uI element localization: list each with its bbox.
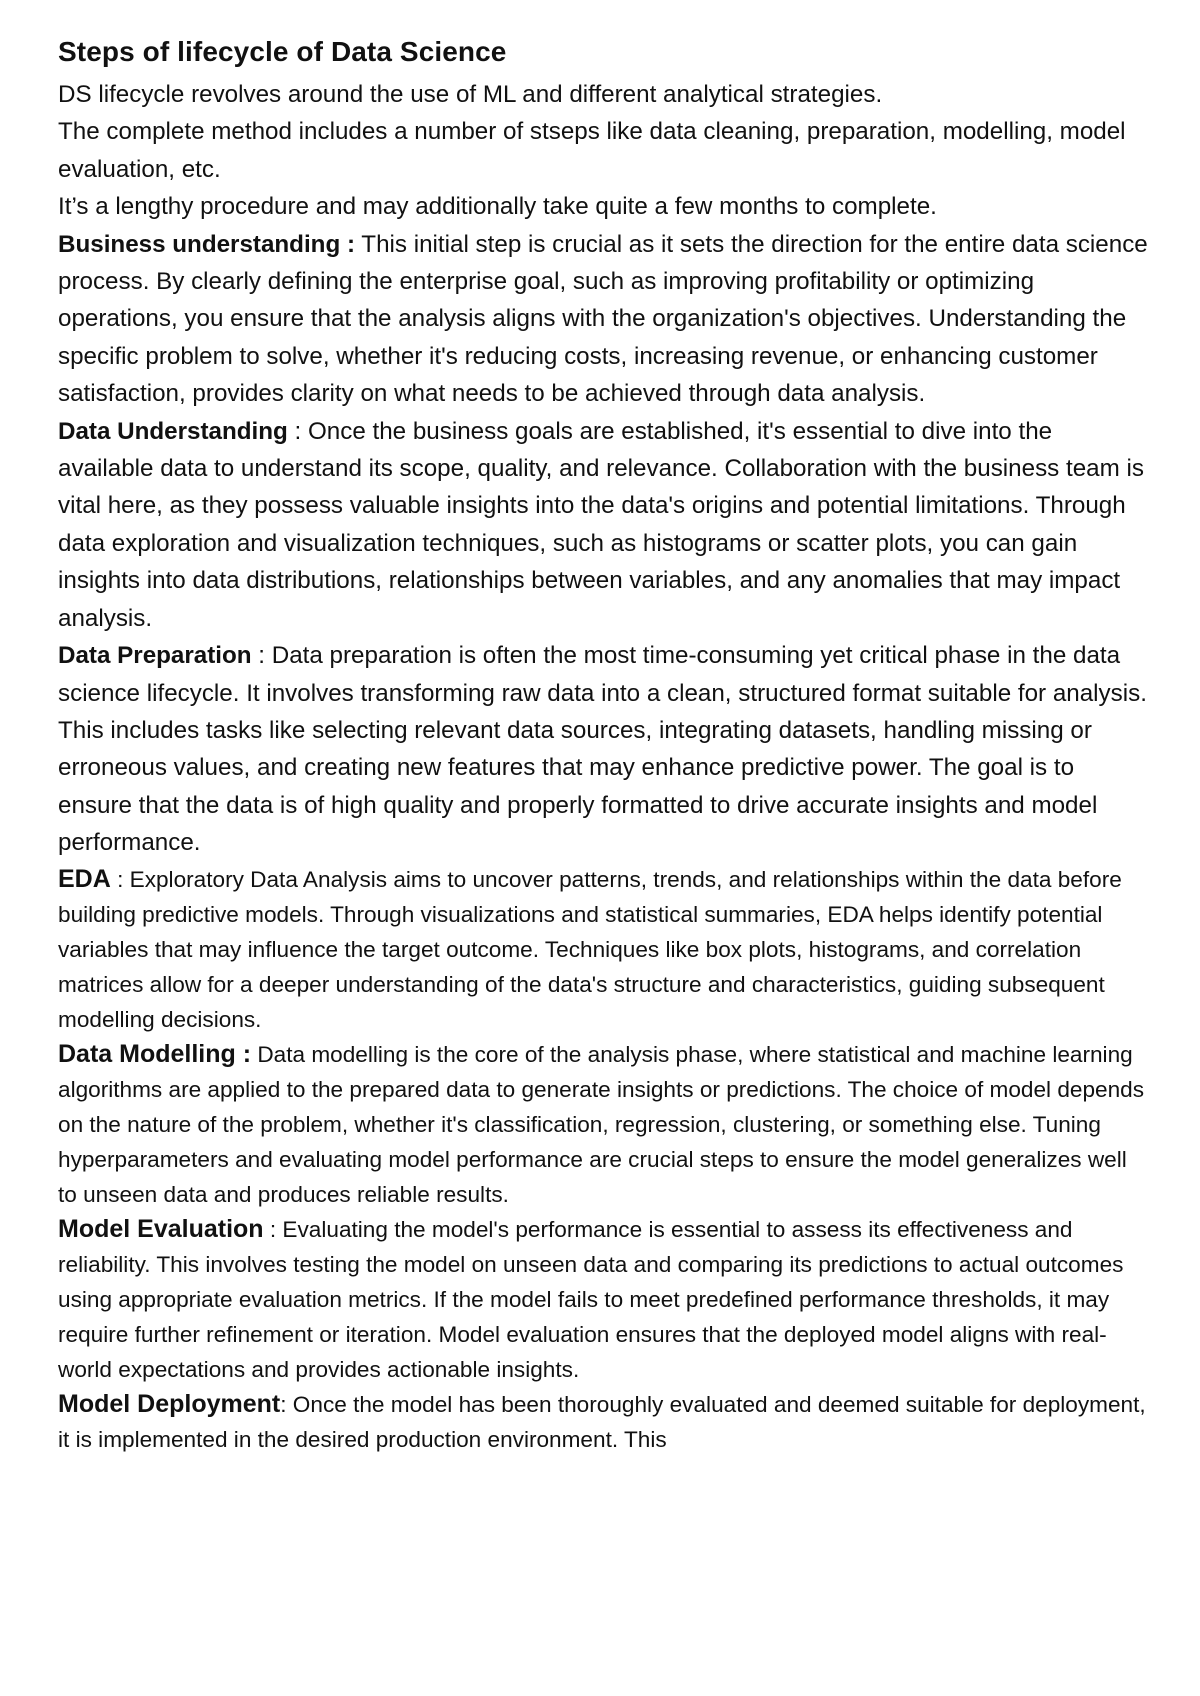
section-model-evaluation xyxy=(58,1212,1148,1387)
section-data-modelling xyxy=(58,1037,1148,1212)
section-data-preparation xyxy=(58,637,1148,861)
section-data-understanding xyxy=(58,413,1148,637)
section-body: : Once the model has been thoroughly evaluated and deemed suitable for deployment, it is implemented in the desired production environment. This xyxy=(58,1391,1146,1452)
section-body: Data modelling is the core of the analysis phase, where statistical and machine learning algorithms are applied to the prepared data to generate insights or predictions. The choice of model depends on the nature of the problem, whether it's classification, regression, clustering, or something else. Tuning hyperparameters and evaluating model performance are crucial steps to ensure the model generalizes well to unseen data and produces reliable results. xyxy=(58,1041,1145,1207)
section-body: : Data preparation is often the most time-consuming yet critical phase in the data science lifecycle. It involves transforming raw data into a clean, structured format suitable for analysis. This includes tasks like selecting relevant data sources, integrating datasets, handling missing or erroneous values, and creating new features that may enhance predictive power. The goal is to ensure that the data is of high quality and properly formatted to drive accurate insights and model performance. xyxy=(58,642,1147,857)
section-body: This initial step is crucial as it sets the direction for the entire data science process. By clearly defining the enterprise goal, such as improving profitability or optimizing operations, you ensure that the analysis aligns with the organization's objectives. Understanding the specific problem to solve, whether it's reducing costs, increasing revenue, or enhancing customer satisfaction, provides clarity on what needs to be achieved through data analysis. xyxy=(58,230,1148,408)
section-heading: Data Preparation xyxy=(58,642,252,670)
section-body: : Exploratory Data Analysis aims to uncover patterns, trends, and relationships within the data before building predictive models. Through visualizations and statistical summaries, EDA helps identify potential variables that may influence the target outcome. Techniques like box plots, histograms, and correlation matrices allow for a deeper understanding of the data's structure and characteristics, guiding subsequent modelling decisions. xyxy=(58,866,1122,1032)
intro-paragraph: It’s a lengthy procedure and may additionally take quite a few months to complete. xyxy=(58,193,937,221)
section-heading: Business understanding : xyxy=(58,230,356,258)
intro-paragraph: DS lifecycle revolves around the use of ML and different analytical strategies. xyxy=(58,81,883,108)
section-heading: Model Evaluation xyxy=(58,1214,264,1243)
page-title: Steps of lifecycle of Data Science xyxy=(58,36,507,67)
section-heading: EDA xyxy=(58,864,111,893)
section-business-understanding xyxy=(58,226,1148,413)
section-body: : Once the business goals are established, it's essential to dive into the available data to understand its scope, quality, and relevance. Collaboration with the business team is vital here, as they possess valuable insights into the data's origins and potential limitations. Through data exploration and visualization techniques, such as histograms or scatter plots, you can gain insights into data distributions, relationships between variables, and any anomalies that may impact analysis. xyxy=(58,417,1144,632)
section-body: : Evaluating the model's performance is essential to assess its effectiveness and reliability. This involves testing the model on unseen data and comparing its predictions to actual outcomes using appropriate evaluation metrics. If the model fails to meet predefined performance thresholds, it may require further refinement or iteration. Model evaluation ensures that the deployed model aligns with real-world expectations and provides actionable insights. xyxy=(58,1216,1124,1382)
intro-block xyxy=(58,76,1148,226)
section-eda xyxy=(58,862,1148,1037)
intro-paragraph: The complete method includes a number of stseps like data cleaning, preparation, modelling, model evaluation, etc. xyxy=(58,118,1126,183)
section-heading: Data Modelling : xyxy=(58,1039,252,1068)
document-page xyxy=(58,30,1148,1457)
section-model-deployment xyxy=(58,1387,1148,1457)
section-heading: Model Deployment xyxy=(58,1389,281,1418)
section-heading: Data Understanding xyxy=(58,417,288,445)
